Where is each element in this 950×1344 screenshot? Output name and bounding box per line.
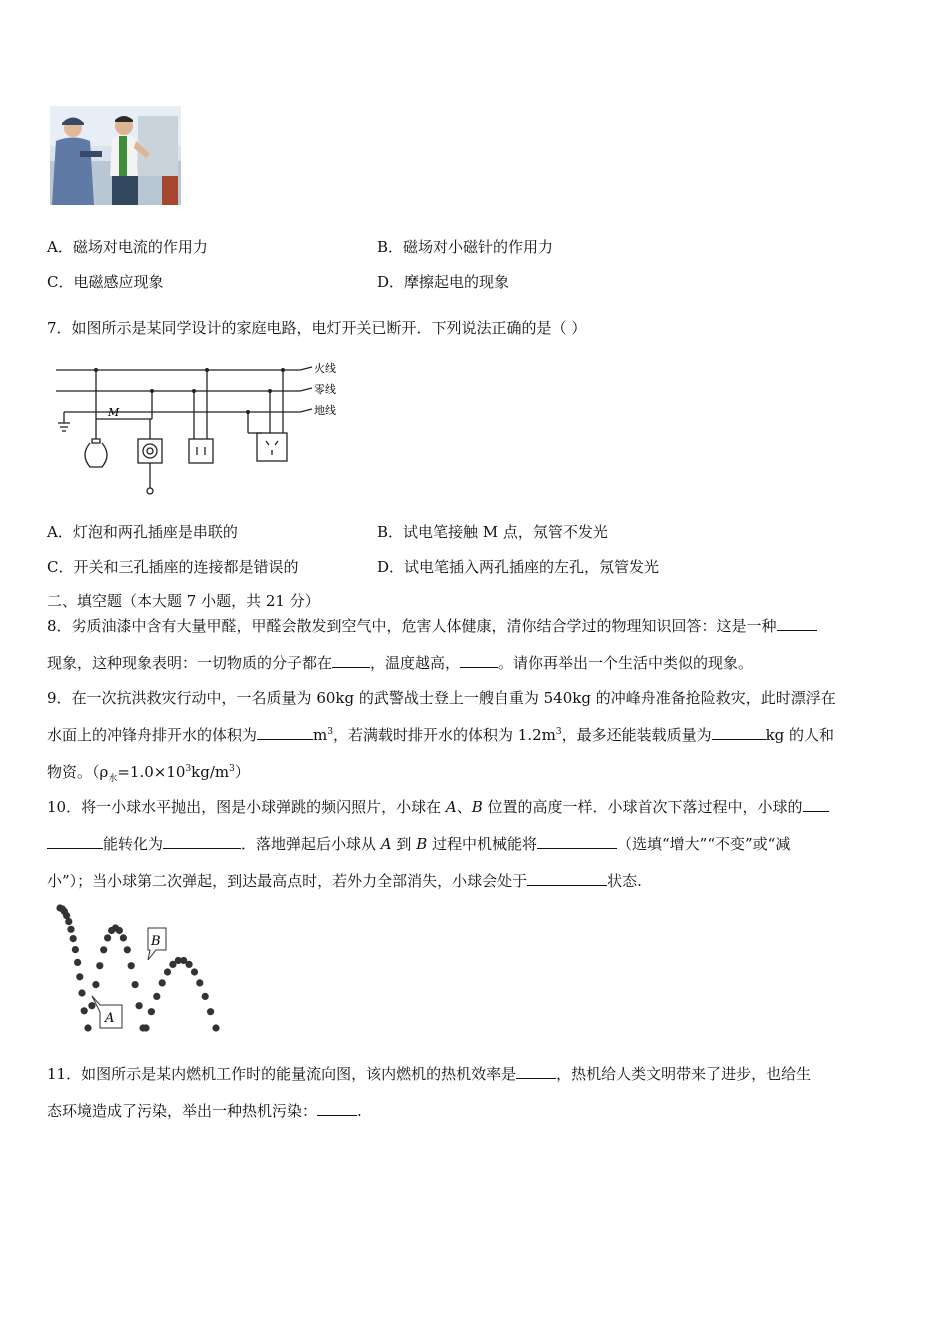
ball-image-13 [88, 1002, 95, 1009]
q8-line2 [47, 652, 753, 673]
q8-blank2 [332, 653, 370, 668]
ball-image-31 [164, 968, 171, 975]
ball-image-35 [186, 961, 193, 968]
q9-text1: 水面上的冲锋舟排开水的体积为 [47, 726, 258, 744]
q9-text6: 物资。（ρ [47, 763, 109, 781]
q10-blank0 [803, 797, 829, 812]
q11-text4: . [357, 1102, 362, 1120]
q9-sub-water: 水 [108, 774, 118, 784]
q9-exp3: 3 [185, 764, 192, 774]
q9-text4: ，最多还能装载质量为 [561, 726, 712, 744]
q11-text2: ，热机给人类文明带来了进步，也给生 [556, 1065, 812, 1083]
q8-line1 [47, 615, 817, 636]
q10-text6: 到 [391, 835, 417, 853]
q10-blank1 [47, 834, 103, 849]
q9-exp1: 3 [327, 727, 333, 737]
q8-blank1 [777, 616, 817, 631]
q8-text3: ，温度越高， [370, 654, 461, 672]
q9-exp4: 3 [229, 764, 235, 774]
ball-image-10 [78, 989, 85, 996]
q8-text2: 现象，这种现象表明：一切物质的分子都在 [47, 654, 333, 672]
ball-image-22 [124, 946, 131, 953]
q8-blank3 [460, 653, 498, 668]
q7-stem: 7．如图所示是某同学设计的家庭电路，电灯开关已断开．下列说法正确的是（ ） [47, 319, 587, 337]
q6-option-c: C．电磁感应现象 [47, 273, 164, 291]
fig-label-a: A [105, 1011, 115, 1026]
q10-text8: （选填“增大”“不变”或“减 [617, 835, 791, 853]
q11-line2 [47, 1100, 362, 1121]
q9-text8: kg/m [191, 763, 230, 781]
live-wire-label: 火线 [314, 362, 336, 375]
q10-blank2 [163, 834, 241, 849]
ball-image-30 [159, 979, 166, 986]
q7-option-b: B．试电笔接触 M 点，氖管不发光 [377, 523, 608, 541]
q11-text1: 11．如图所示是某内燃机工作时的能量流向图，该内燃机的热机效率是 [47, 1065, 517, 1083]
ball-image-20 [116, 927, 123, 934]
q10-text5: ．落地弹起后小球从 [241, 835, 381, 853]
ball-image-15 [96, 962, 103, 969]
ball-image-39 [207, 1008, 214, 1015]
q9-blank2 [712, 725, 766, 740]
q7-option-c: C．开关和三孔插座的连接都是错误的 [47, 558, 299, 576]
ball-image-40 [212, 1024, 219, 1031]
q10-blank3 [537, 834, 617, 849]
q10-a2: A [380, 835, 392, 853]
q10-line3 [47, 870, 642, 891]
ball-image-36 [191, 968, 198, 975]
ball-image-6 [70, 935, 77, 942]
ball-image-12 [84, 1024, 91, 1031]
ball-image-8 [74, 959, 81, 966]
q9-blank1 [257, 725, 313, 740]
q9-line2 [47, 724, 834, 745]
q6-option-b: B．磁场对小磁针的作用力 [377, 238, 554, 256]
q10-text9: 小”）；当小球第二次弹起，到达最高点时，若外力全部消失，小球会处于 [47, 872, 528, 890]
ball-image-9 [76, 973, 83, 980]
ball-image-28 [148, 1008, 155, 1015]
q10-b2: B [416, 835, 428, 853]
ball-image-16 [100, 946, 107, 953]
bouncing-ball-photo [48, 900, 228, 1042]
fig-label-b: B [151, 934, 161, 949]
q10-text3: 位置的高度一样．小球首次下落过程中，小球的 [482, 798, 803, 816]
ball-image-37 [196, 979, 203, 986]
q10-text1: 10．将一小球水平抛出，图是小球弹跳的频闪照片，小球在 [47, 798, 446, 816]
neutral-wire-label: 零线 [314, 383, 336, 396]
q8-text4: 。请你再举出一个生活中类似的现象。 [498, 654, 754, 672]
q8-text1: 8．劣质油漆中含有大量甲醛，甲醛会散发到空气中，危害人体健康，清你结合学过的物理知识回答：这是一种 [47, 617, 777, 635]
ball-image-38 [202, 993, 209, 1000]
ball-image-25 [136, 1002, 143, 1009]
ball-image-23 [128, 962, 135, 969]
q7-option-a: A．灯泡和两孔插座是串联的 [47, 523, 238, 541]
ball-image-27 [142, 1024, 149, 1031]
q11-blank2 [317, 1101, 357, 1116]
q6-option-d: D．摩擦起电的现象 [377, 273, 510, 291]
q10-blank4 [527, 871, 607, 886]
q9-text5: kg 的人和 [765, 726, 835, 744]
q10-line1 [47, 796, 829, 817]
ball-image-5 [67, 926, 74, 933]
ball-image-29 [153, 993, 160, 1000]
q9-line1: 9．在一次抗洪救灾行动中，一名质量为 60kg 的武警战士登上一艘自重为 540kg 的冲峰舟准备抢险救灾，此时漂浮在 [47, 689, 836, 707]
q9-exp2: 3 [555, 727, 562, 737]
ball-image-17 [104, 934, 111, 941]
q11-blank1 [516, 1064, 556, 1079]
q10-text2: 、 [456, 798, 472, 816]
ball-image-21 [120, 934, 127, 941]
section-title: 二、填空题（本大题 7 小题，共 21 分） [47, 592, 320, 610]
ball-image-14 [92, 981, 99, 988]
security-check-photo [50, 106, 181, 205]
ball-image-24 [132, 981, 139, 988]
q9-text3: ，若满载时排开水的体积为 1.2m [332, 726, 556, 744]
q10-text7: 过程中机械能将 [427, 835, 537, 853]
point-m-label: M [108, 406, 120, 419]
q10-a1: A [445, 798, 457, 816]
q10-line2 [47, 833, 790, 854]
q11-text3: 态环境造成了污染，举出一种热机污染： [47, 1102, 318, 1120]
household-circuit-diagram [50, 355, 350, 500]
q9-text2: m [313, 726, 328, 744]
q7-option-d: D．试电笔插入两孔插座的左孔，氖管发光 [377, 558, 660, 576]
q10-text10: 状态. [607, 872, 642, 890]
ground-wire-label: 地线 [314, 404, 336, 417]
ball-image-7 [72, 946, 79, 953]
ball-image-11 [81, 1007, 88, 1014]
q9-text7: =1.0×10 [117, 763, 186, 781]
q10-b1: B [471, 798, 483, 816]
q9-text9: ） [234, 763, 250, 781]
q10-text4: 能转化为 [103, 835, 164, 853]
q11-line1 [47, 1063, 811, 1084]
q9-line3 [47, 761, 250, 784]
ball-image-4 [65, 918, 72, 925]
q6-option-a: A．磁场对电流的作用力 [47, 238, 208, 256]
